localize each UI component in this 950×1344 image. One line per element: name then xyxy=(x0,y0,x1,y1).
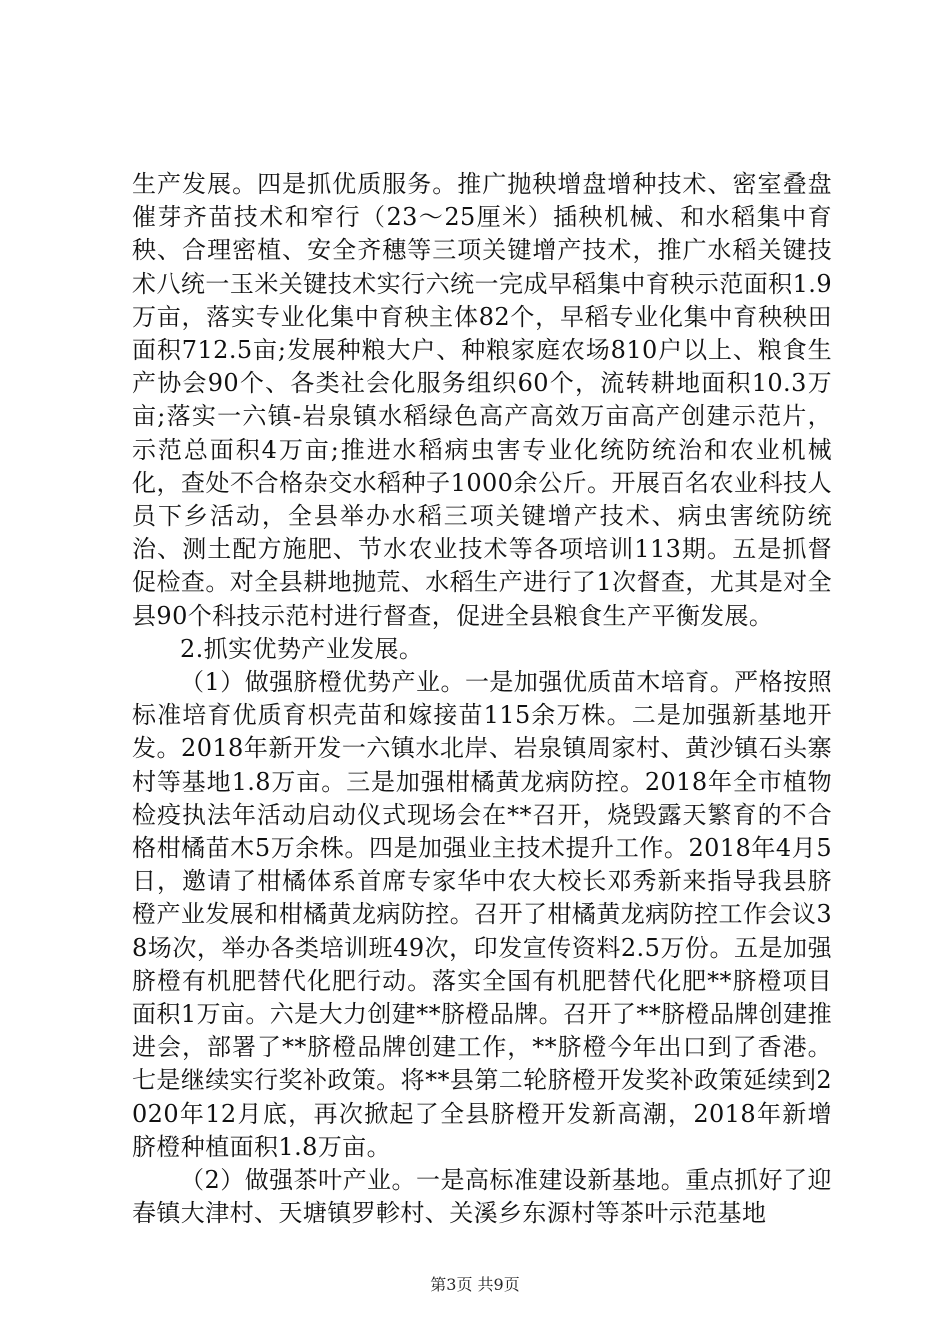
document-body xyxy=(132,168,832,1231)
paragraph-grain-service: 生产发展。四是抓优质服务。推广抛秧增盘增种技术、密室叠盘催芽齐苗技术和窄行（23～25厘米）插秧机械、和水稻集中育秧、合理密植、安全齐穗等三项关键增产技术，推广水稻关键技术八统一玉米关键技术实行六统一完成早稻集中育秧示范面积1.9万亩，落实专业化集中育秧主体82个，早稻专业化集中育秧秧田面积712.5亩;发展种粮大户、种粮家庭农场810户以上、粮食生产协会90个、各类社会化服务组织60个，流转耕地面积10.3万亩;落实一六镇-岩泉镇水稻绿色高产高效万亩高产创建示范片，示范总面积4万亩;推进水稻病虫害专业化统防统治和农业机械化，查处不合格杂交水稻种子1000余公斤。开展百名农业科技人员下乡活动，全县举办水稻三项关键增产技术、病虫害统防统治、测土配方施肥、节水农业技术等各项培训113期。五是抓督促检查。对全县耕地抛荒、水稻生产进行了1次督查，尤其是对全县90个科技示范村进行督查，促进全县粮食生产平衡发展。 xyxy=(132,170,832,630)
section-heading-advantage-industry: 2.抓实优势产业发展。 xyxy=(180,634,424,663)
page-number-footer: 第3页 共9页 xyxy=(430,1275,520,1294)
paragraph-tea-industry: （2）做强茶叶产业。一是高标准建设新基地。重点抓好了迎春镇大津村、天塘镇罗軫村、关溪乡东源村等茶叶示范基地 xyxy=(132,1166,832,1228)
paragraph-navel-orange: （1）做强脐橙优势产业。一是加强优质苗木培育。严格按照标准培育优质育枳壳苗和嫁接苗115余万株。二是加强新基地开发。2018年新开发一六镇水北岸、岩泉镇周家村、黄沙镇石头寨村等基地1.8万亩。三是加强柑橘黄龙病防控。2018年全市植物检疫执法年活动启动仪式现场会在**召开，烧毁露天繁育的不合格柑橘苗木5万余株。四是加强业主技术提升工作。2018年4月5日，邀请了柑橘体系首席专家华中农大校长邓秀新来指导我县脐橙产业发展和柑橘黄龙病防控。召开了柑橘黄龙病防控工作会议38场次，举办各类培训班49次，印发宣传资料2.5万份。五是加强脐橙有机肥替代化肥行动。落实全国有机肥替代化肥**脐橙项目面积1万亩。六是大力创建**脐橙品牌。召开了**脐橙品牌创建推进会，部署了**脐橙品牌创建工作，**脐橙今年出口到了香港。七是继续实行奖补政策。将**县第二轮脐橙开发奖补政策延续到2020年12月底，再次掀起了全县脐橙开发新高潮，2018年新增脐橙种植面积1.8万亩。 xyxy=(132,668,832,1161)
